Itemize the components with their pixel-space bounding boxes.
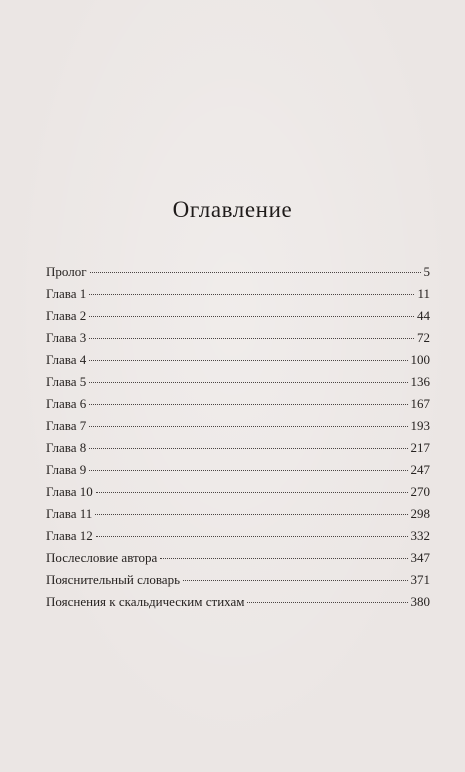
toc-entry-label: Глава 10: [46, 484, 93, 499]
toc-entry-label: Глава 12: [46, 528, 93, 543]
table-of-contents: [46, 261, 430, 613]
toc-entry: [46, 481, 430, 503]
toc-entry-page: 247: [410, 462, 430, 477]
toc-entry: [46, 393, 430, 415]
dot-leader: [96, 536, 408, 537]
toc-entry: [46, 371, 430, 393]
toc-entry-page: 167: [410, 396, 430, 411]
toc-entry-label: Глава 1: [46, 286, 87, 301]
toc-entry-page: 217: [410, 440, 430, 455]
dot-leader: [89, 316, 414, 317]
dot-leader: [96, 492, 408, 493]
toc-entry-label: Послесловие автора: [46, 550, 158, 565]
toc-entry-label: Пояснения к скальдическим стихам: [46, 594, 245, 609]
dot-leader: [89, 382, 407, 383]
toc-entry-label: Глава 5: [46, 374, 87, 389]
toc-entry-label: Глава 4: [46, 352, 87, 367]
toc-entry: [46, 261, 430, 283]
toc-entry-page: 332: [410, 528, 430, 543]
toc-entry: [46, 437, 430, 459]
toc-entry-label: Глава 9: [46, 462, 87, 477]
toc-entry-page: 380: [410, 594, 430, 609]
dot-leader: [160, 558, 407, 559]
toc-entry: [46, 547, 430, 569]
dot-leader: [89, 294, 414, 295]
toc-entry: [46, 415, 430, 437]
toc-entry-page: 72: [417, 330, 430, 345]
toc-entry: [46, 305, 430, 327]
dot-leader: [89, 426, 407, 427]
dot-leader: [89, 404, 407, 405]
toc-entry-page: 347: [410, 550, 430, 565]
toc-entry-label: Глава 11: [46, 506, 93, 521]
toc-entry-page: 270: [410, 484, 430, 499]
toc-entry: [46, 591, 430, 613]
dot-leader: [90, 272, 421, 273]
dot-leader: [89, 448, 407, 449]
toc-entry-label: Пролог: [46, 264, 87, 279]
dot-leader: [247, 602, 407, 603]
dot-leader: [89, 360, 407, 361]
toc-entry-page: 44: [417, 308, 430, 323]
toc-entry-page: 193: [410, 418, 430, 433]
page-title: Оглавление: [172, 197, 293, 222]
dot-leader: [183, 580, 408, 581]
toc-entry-page: 298: [410, 506, 430, 521]
toc-entry: [46, 349, 430, 371]
toc-entry: [46, 569, 430, 591]
toc-entry: [46, 327, 430, 349]
toc-entry-label: Глава 6: [46, 396, 87, 411]
toc-entry-label: Глава 2: [46, 308, 87, 323]
toc-entry-label: Глава 8: [46, 440, 87, 455]
toc-entry-page: 5: [423, 264, 430, 279]
dot-leader: [89, 338, 414, 339]
toc-entry: [46, 459, 430, 481]
toc-entry-page: 11: [417, 286, 430, 301]
toc-entry-page: 136: [410, 374, 430, 389]
toc-entry-label: Глава 7: [46, 418, 87, 433]
toc-entry: [46, 525, 430, 547]
toc-entry-page: 100: [410, 352, 430, 367]
toc-entry-label: Глава 3: [46, 330, 87, 345]
dot-leader: [89, 470, 407, 471]
toc-entry: [46, 503, 430, 525]
toc-entry-page: 371: [410, 572, 430, 587]
toc-entry-label: Пояснительный словарь: [46, 572, 180, 587]
dot-leader: [95, 514, 407, 515]
toc-entry: [46, 283, 430, 305]
